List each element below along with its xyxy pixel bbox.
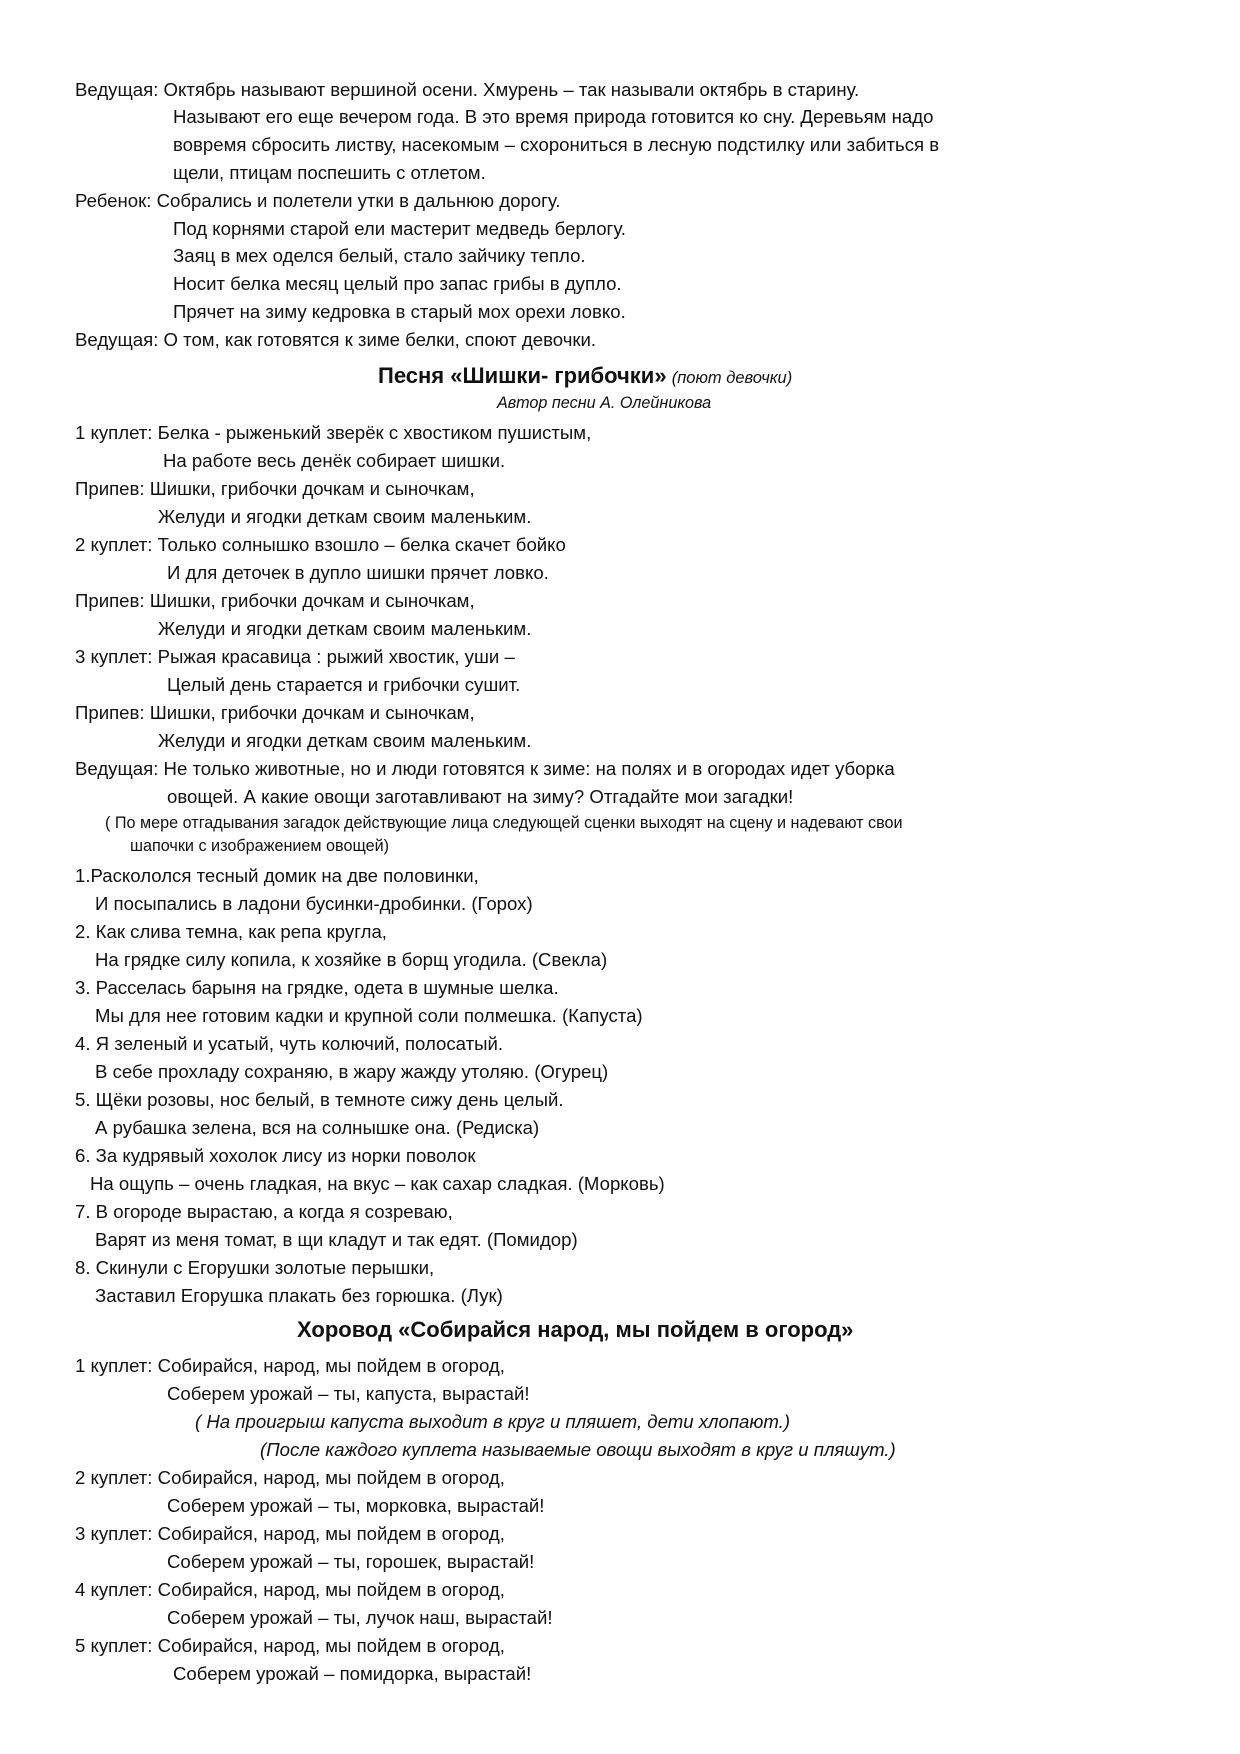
text-line: Припев: Шишки, грибочки дочкам и сыночкам, — [75, 702, 475, 723]
riddle-line: 4. Я зеленый и усатый, чуть колючий, полосатый. — [75, 1033, 504, 1054]
riddle-line: Заставил Егорушка плакать без горюшка. (Лук) — [95, 1285, 503, 1306]
riddle-line: А рубашка зелена, вся на солнышке она. (Редиска) — [95, 1117, 540, 1138]
riddle-line: 6. За кудрявый хохолок лису из норки поволок — [75, 1145, 476, 1166]
riddle-line: 7. В огороде вырастаю, а когда я созреваю, — [75, 1201, 453, 1222]
text-line: Носит белка месяц целый про запас грибы в дупло. — [173, 273, 622, 294]
song-title: Песня «Шишки- грибочки» — [378, 363, 667, 388]
riddle-line: В себе прохладу сохраняю, в жару жажду утоляю. (Огурец) — [95, 1061, 609, 1082]
text-line: И для деточек в дупло шишки прячет ловко. — [167, 562, 549, 583]
stage-note: (После каждого куплета называемые овощи выходят в круг и пляшут.) — [260, 1439, 896, 1460]
text-line: Ведущая: Октябрь называют вершиной осени. Хмурень – так называли октябрь в старину. — [75, 79, 860, 100]
stage-note: ( По мере отгадывания загадок действующие лица следующей сценки выходят на сцену и надевают свои — [105, 814, 903, 832]
text-line: Ведущая: Не только животные, но и люди готовятся к зиме: на полях и в огородах идет уборка — [75, 758, 895, 779]
text-line: щели, птицам поспешить с отлетом. — [173, 162, 486, 183]
text-line: 5 куплет: Собирайся, народ, мы пойдем в огород, — [75, 1635, 505, 1656]
stage-note: шапочки с изображением овощей) — [130, 837, 390, 855]
text-line: Желуди и ягодки деткам своим маленьким. — [158, 730, 532, 751]
riddle-line: На ощупь – очень гладкая, на вкус – как сахар сладкая. (Морковь) — [90, 1173, 665, 1194]
text-line: Припев: Шишки, грибочки дочкам и сыночкам, — [75, 478, 475, 499]
dance-title: Хоровод «Собирайся народ, мы пойдем в огород» — [297, 1317, 854, 1342]
riddle-line: 3. Расселась барыня на грядке, одета в шумные шелка. — [75, 977, 559, 998]
text-line: 3 куплет: Рыжая красавица : рыжий хвостик, уши – — [75, 646, 515, 667]
riddle-line: И посыпались в ладони бусинки-дробинки. (Горох) — [95, 893, 533, 914]
text-line: Припев: Шишки, грибочки дочкам и сыночкам, — [75, 590, 475, 611]
text-line: Под корнями старой ели мастерит медведь берлогу. — [173, 218, 626, 239]
text-line: Желуди и ягодки деткам своим маленьким. — [158, 506, 532, 527]
text-line: Заяц в мех оделся белый, стало зайчику тепло. — [173, 245, 586, 266]
text-line: 1 куплет: Белка - рыженький зверёк с хвостиком пушистым, — [75, 422, 592, 443]
riddle-line: 8. Скинули с Егорушки золотые перышки, — [75, 1257, 435, 1278]
riddle-line: 5. Щёки розовы, нос белый, в темноте сижу день целый. — [75, 1089, 564, 1110]
riddle-line: Мы для нее готовим кадки и крупной соли полмешка. (Капуста) — [95, 1005, 643, 1026]
song-heading — [378, 364, 792, 388]
text-line: Называют его еще вечером года. В это время природа готовится ко сну. Деревьям надо — [173, 106, 934, 127]
text-line: Ребенок: Собрались и полетели утки в дальнюю дорогу. — [75, 190, 561, 211]
text-line: Соберем урожай – помидорка, вырастай! — [173, 1663, 532, 1684]
text-line: 2 куплет: Только солнышко взошло – белка скачет бойко — [75, 534, 566, 555]
stage-note: ( На проигрыш капуста выходит в круг и пляшет, дети хлопают.) — [195, 1411, 791, 1432]
text-line: Соберем урожай – ты, капуста, вырастай! — [167, 1383, 530, 1404]
text-line: Соберем урожай – ты, морковка, вырастай! — [167, 1495, 545, 1516]
text-line: Прячет на зиму кедровка в старый мох орехи ловко. — [173, 301, 626, 322]
text-line: овощей. А какие овощи заготавливают на зиму? Отгадайте мои загадки! — [167, 786, 794, 807]
text-line: 3 куплет: Собирайся, народ, мы пойдем в огород, — [75, 1523, 505, 1544]
text-line: 1 куплет: Собирайся, народ, мы пойдем в огород, — [75, 1355, 505, 1376]
riddle-line: 2. Как слива темна, как репа кругла, — [75, 921, 387, 942]
text-line: На работе весь денёк собирает шишки. — [163, 450, 506, 471]
text-line: Ведущая: О том, как готовятся к зиме белки, споют девочки. — [75, 329, 597, 350]
riddle-line: На грядке силу копила, к хозяйке в борщ угодила. (Свекла) — [95, 949, 608, 970]
riddle-line: Варят из меня томат, в щи кладут и так едят. (Помидор) — [95, 1229, 578, 1250]
text-line: вовремя сбросить листву, насекомым – схорониться в лесную подстилку или забиться в — [173, 134, 940, 155]
text-line: Соберем урожай – ты, лучок наш, вырастай! — [167, 1607, 553, 1628]
text-line: 2 куплет: Собирайся, народ, мы пойдем в огород, — [75, 1467, 505, 1488]
text-line: Желуди и ягодки деткам своим маленьким. — [158, 618, 532, 639]
riddle-line: 1.Раскололся тесный домик на две половинки, — [75, 865, 479, 886]
text-line: Соберем урожай – ты, горошек, вырастай! — [167, 1551, 535, 1572]
text-line: 4 куплет: Собирайся, народ, мы пойдем в огород, — [75, 1579, 505, 1600]
song-note: (поют девочки) — [671, 369, 793, 387]
text-line: Целый день старается и грибочки сушит. — [167, 674, 521, 695]
song-author: Автор песни А. Олейникова — [497, 394, 712, 412]
